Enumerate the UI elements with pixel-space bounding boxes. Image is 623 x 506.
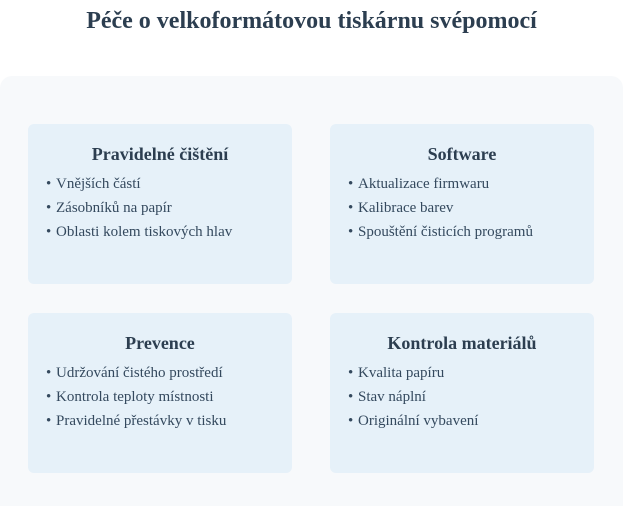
list-item: • Originální vybavení bbox=[348, 409, 594, 433]
bullet-icon: • bbox=[348, 389, 354, 405]
card-material-check bbox=[330, 313, 594, 473]
bullet-icon: • bbox=[46, 200, 52, 216]
card-software bbox=[330, 124, 594, 284]
card-list bbox=[28, 361, 292, 433]
card-title: Software bbox=[427, 144, 497, 164]
list-item: • Zásobníků na papír bbox=[46, 196, 292, 220]
bullet-icon: • bbox=[46, 389, 52, 405]
card-list bbox=[28, 172, 292, 244]
list-item: • Pravidelné přestávky v tisku bbox=[46, 409, 292, 433]
card-list bbox=[330, 361, 594, 433]
content-panel bbox=[0, 76, 623, 506]
bullet-icon: • bbox=[46, 413, 52, 429]
bullet-icon: • bbox=[46, 224, 52, 240]
card-prevention bbox=[28, 313, 292, 473]
bullet-icon: • bbox=[348, 365, 354, 381]
list-item: • Udržování čistého prostředí bbox=[46, 361, 292, 385]
list-item: • Kalibrace barev bbox=[348, 196, 594, 220]
list-item: • Spouštění čisticích programů bbox=[348, 220, 594, 244]
list-item: • Kvalita papíru bbox=[348, 361, 594, 385]
list-item: • Vnějších částí bbox=[46, 172, 292, 196]
card-regular-cleaning bbox=[28, 124, 292, 284]
list-item: • Oblasti kolem tiskových hlav bbox=[46, 220, 292, 244]
bullet-icon: • bbox=[348, 413, 354, 429]
bullet-icon: • bbox=[348, 224, 354, 240]
list-item: • Stav náplní bbox=[348, 385, 594, 409]
card-title: Prevence bbox=[125, 333, 195, 353]
card-list bbox=[330, 172, 594, 244]
bullet-icon: • bbox=[46, 365, 52, 381]
bullet-icon: • bbox=[46, 176, 52, 192]
card-title: Kontrola materiálů bbox=[387, 333, 537, 353]
list-item: • Aktualizace firmwaru bbox=[348, 172, 594, 196]
bullet-icon: • bbox=[348, 176, 354, 192]
list-item: • Kontrola teploty místnosti bbox=[46, 385, 292, 409]
bullet-icon: • bbox=[348, 200, 354, 216]
card-title: Pravidelné čištění bbox=[91, 144, 229, 164]
page-title: Péče o velkoformátovou tiskárnu svépomocí bbox=[86, 8, 537, 34]
